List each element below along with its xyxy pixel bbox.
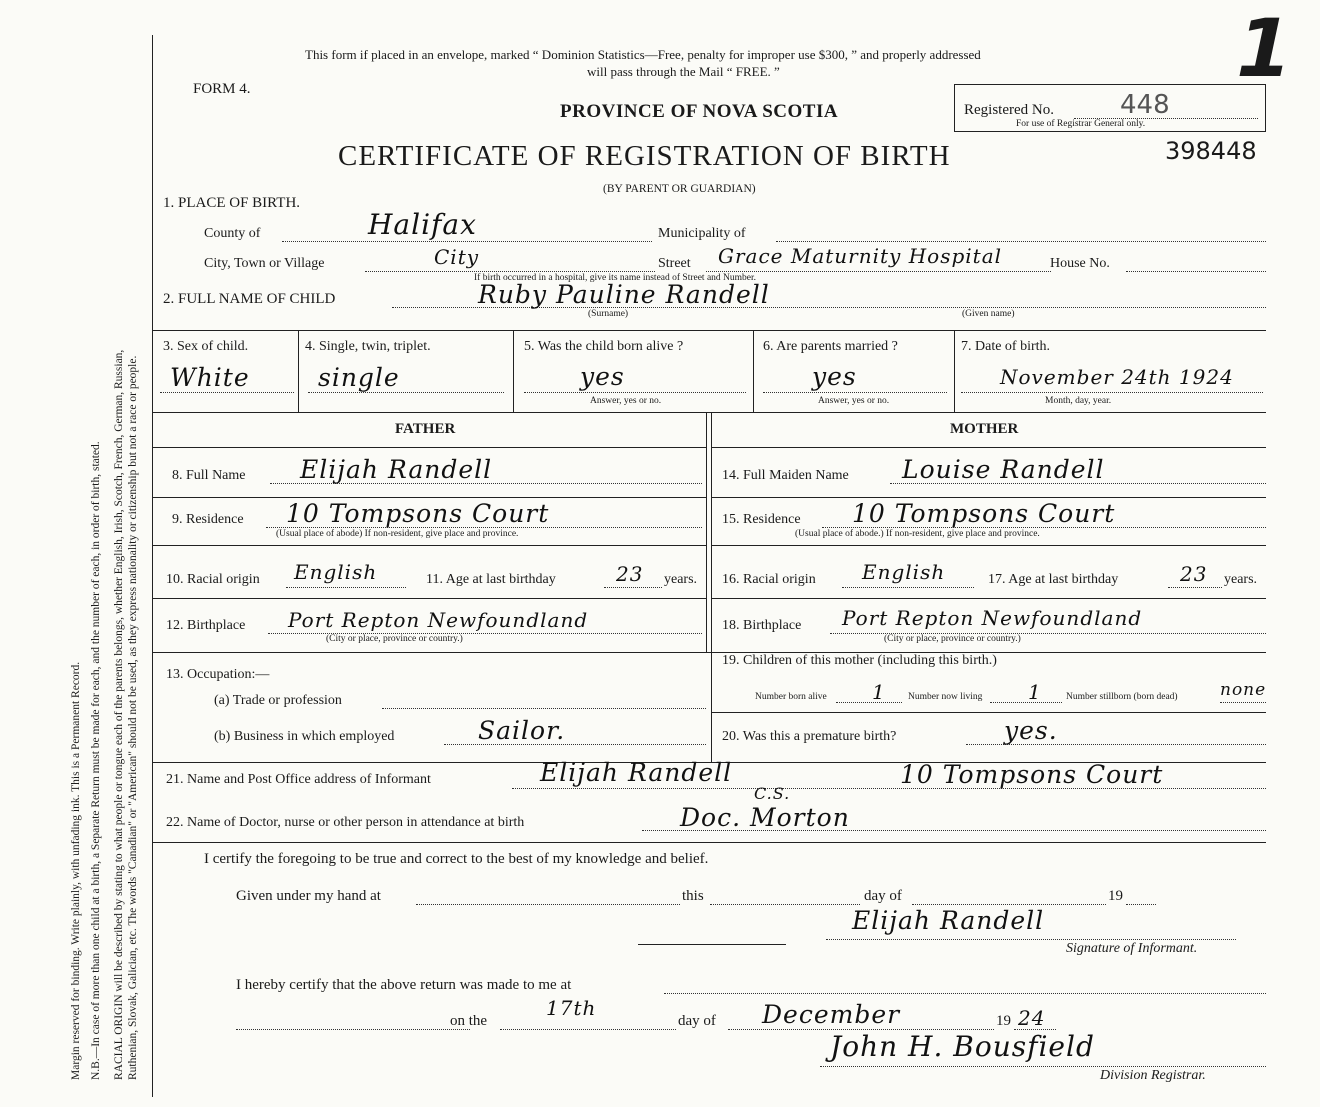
certificate-subtitle: (BY PARENT OR GUARDIAN) (603, 183, 756, 195)
father-racial-label: 10. Racial origin (166, 572, 260, 587)
father-residence-value: 10 Tompsons Court (286, 499, 550, 528)
stillborn-count-label: Number stillborn (born dead) (1066, 692, 1178, 702)
registered-number: 448 (1120, 90, 1170, 120)
mother-age-unit: years. (1224, 572, 1258, 587)
father-racial-value: English (294, 560, 378, 584)
margin-note-racial-origin-1: RACIAL ORIGIN will be described by stating to what people or tongue each of the parents belongs, whether English, Irish, Scotch, French, German, Russian, (113, 349, 125, 1080)
now-living-count-value: 1 (1028, 680, 1042, 704)
born-alive-count-value: 1 (872, 680, 886, 704)
registrar-general-note: For use of Registrar General only. (1016, 119, 1146, 129)
parents-married-note: Answer, yes or no. (818, 396, 890, 406)
given-name-note: (Given name) (962, 309, 1015, 319)
father-residence-label: 9. Residence (172, 512, 244, 527)
children-of-mother-label: 19. Children of this mother (including this birth.) (722, 653, 997, 668)
certificate-title: CERTIFICATE OF REGISTRATION OF BIRTH (338, 140, 951, 172)
mother-heading: MOTHER (950, 421, 1019, 437)
this-label: this (682, 888, 704, 904)
trade-label: (a) Trade or profession (214, 693, 342, 708)
margin-note-binding: Margin reserved for binding. Write plainly, with unfading ink. This is a Permanent Record. (70, 661, 82, 1080)
father-name-value: Elijah Randell (300, 455, 493, 484)
registrar-day-of-label: day of (678, 1013, 716, 1029)
father-name-label: 8. Full Name (172, 468, 246, 483)
city-value: City (434, 245, 480, 269)
father-birthplace-label: 12. Birthplace (166, 618, 246, 633)
mother-residence-note: (Usual place of abode.) If non-resident, give place and province. (795, 529, 1040, 539)
given-under-hand-label: Given under my hand at (236, 888, 381, 904)
now-living-count-label: Number now living (908, 692, 983, 702)
registration-month-value: December (762, 1000, 901, 1029)
mother-age-value: 23 (1180, 562, 1208, 586)
form-number: FORM 4. (193, 81, 251, 97)
born-alive-label: 5. Was the child born alive ? (524, 339, 684, 354)
left-border (152, 35, 153, 1097)
business-value: Sailor. (478, 716, 566, 745)
house-number-label: House No. (1050, 256, 1110, 271)
father-birthplace-value: Port Repton Newfoundland (288, 608, 589, 632)
date-of-birth-note: Month, day, year. (1045, 396, 1112, 406)
child-name-value: Ruby Pauline Randell (478, 280, 770, 309)
informant-signature-label: Signature of Informant. (1066, 941, 1198, 956)
registrar-year-prefix: 19 (996, 1013, 1011, 1029)
informant-address-value: 10 Tompsons Court (900, 760, 1164, 789)
child-name-label: 2. FULL NAME OF CHILD (163, 291, 336, 307)
father-residence-note: (Usual place of abode) If non-resident, give place and province. (276, 529, 519, 539)
informant-label: 21. Name and Post Office address of Informant (166, 772, 431, 787)
mother-residence-value: 10 Tompsons Court (852, 499, 1116, 528)
mother-racial-label: 16. Racial origin (722, 572, 816, 587)
on-the-label: on the (450, 1013, 488, 1029)
doctor-initials: C.S. (754, 784, 791, 803)
date-of-birth-value: November 24th 1924 (1000, 365, 1234, 389)
mother-name-value: Louise Randell (902, 455, 1105, 484)
single-twin-value: single (318, 363, 400, 392)
certify-day-of-label: day of (864, 888, 902, 904)
registrar-statement: I hereby certify that the above return was made to me at (236, 977, 572, 993)
hospital-note: If birth occurred in a hospital, give its name instead of Street and Number. (474, 273, 757, 283)
mother-residence-label: 15. Residence (722, 512, 801, 527)
born-alive-count-label: Number born alive (755, 692, 827, 702)
doctor-value: Doc. Morton (680, 803, 850, 832)
mother-birthplace-label: 18. Birthplace (722, 618, 802, 633)
corner-handwritten-mark: 1 (1226, 2, 1302, 95)
mother-name-label: 14. Full Maiden Name (722, 468, 849, 483)
doctor-label: 22. Name of Doctor, nurse or other person in attendance at birth (166, 815, 525, 830)
sex-label: 3. Sex of child. (163, 339, 249, 354)
single-twin-label: 4. Single, twin, triplet. (305, 339, 431, 354)
father-age-label: 11. Age at last birthday (426, 572, 556, 587)
date-of-birth-label: 7. Date of birth. (961, 339, 1051, 354)
parents-married-label: 6. Are parents married ? (763, 339, 898, 354)
province-heading: PROVINCE OF NOVA SCOTIA (560, 101, 839, 122)
county-value: Halifax (368, 208, 477, 241)
street-value: Grace Maturnity Hospital (718, 244, 1003, 268)
certify-statement: I certify the foregoing to be true and correct to the best of my knowledge and belief. (204, 851, 709, 867)
occupation-label: 13. Occupation:— (166, 667, 270, 682)
margin-note-separate-return: N.B.—In case of more than one child at a birth, a Separate Return must be made for each, and the number of each, in order of birth, stated. (90, 441, 102, 1080)
margin-note-racial-origin-2: Ruthenian, Slovak, Galician, etc. The words "Canadian" or "American" should not be used, as they express nationality or citizenship but not a race or people. (127, 355, 139, 1080)
father-heading: FATHER (395, 421, 456, 437)
county-label: County of (204, 226, 261, 241)
registration-year-value: 24 (1018, 1006, 1046, 1030)
surname-note: (Surname) (588, 309, 629, 319)
registered-label: Registered No. (964, 102, 1054, 118)
city-label: City, Town or Village (204, 256, 325, 271)
place-of-birth-label: 1. PLACE OF BIRTH. (163, 195, 301, 211)
street-label: Street (658, 256, 691, 271)
business-label: (b) Business in which employed (214, 729, 395, 744)
sex-value: White (170, 363, 250, 392)
informant-signature: Elijah Randell (852, 906, 1045, 935)
municipality-label: Municipality of (658, 226, 746, 241)
certify-year-prefix: 19 (1108, 888, 1123, 904)
stillborn-count-value: none (1220, 680, 1267, 700)
registration-day-value: 17th (546, 996, 597, 1020)
born-alive-note: Answer, yes or no. (590, 396, 662, 406)
division-registrar-label: Division Registrar. (1100, 1068, 1206, 1083)
mother-age-label: 17. Age at last birthday (988, 572, 1119, 587)
informant-name-value: Elijah Randell (540, 758, 733, 787)
premature-label: 20. Was this a premature birth? (722, 729, 897, 744)
mother-racial-value: English (862, 560, 946, 584)
mother-birthplace-note: (City or place, province or country.) (884, 634, 1021, 644)
father-birthplace-note: (City or place, province or country.) (326, 634, 463, 644)
mail-notice-line-2: will pass through the Mail “ FREE. ” (587, 64, 780, 79)
father-age-value: 23 (616, 562, 644, 586)
born-alive-value: yes (580, 362, 625, 391)
mother-birthplace-value: Port Repton Newfoundland (842, 606, 1143, 630)
mail-notice-line-1: This form if placed in an envelope, marked “ Dominion Statistics—Free, penalty for improper use $300, ” and properly addressed (305, 47, 981, 62)
serial-number: 398448 (1165, 137, 1257, 165)
premature-value: yes. (1004, 716, 1058, 745)
division-registrar-signature: John H. Bousfield (830, 1030, 1095, 1063)
father-age-unit: years. (664, 572, 698, 587)
parents-married-value: yes (812, 362, 857, 391)
